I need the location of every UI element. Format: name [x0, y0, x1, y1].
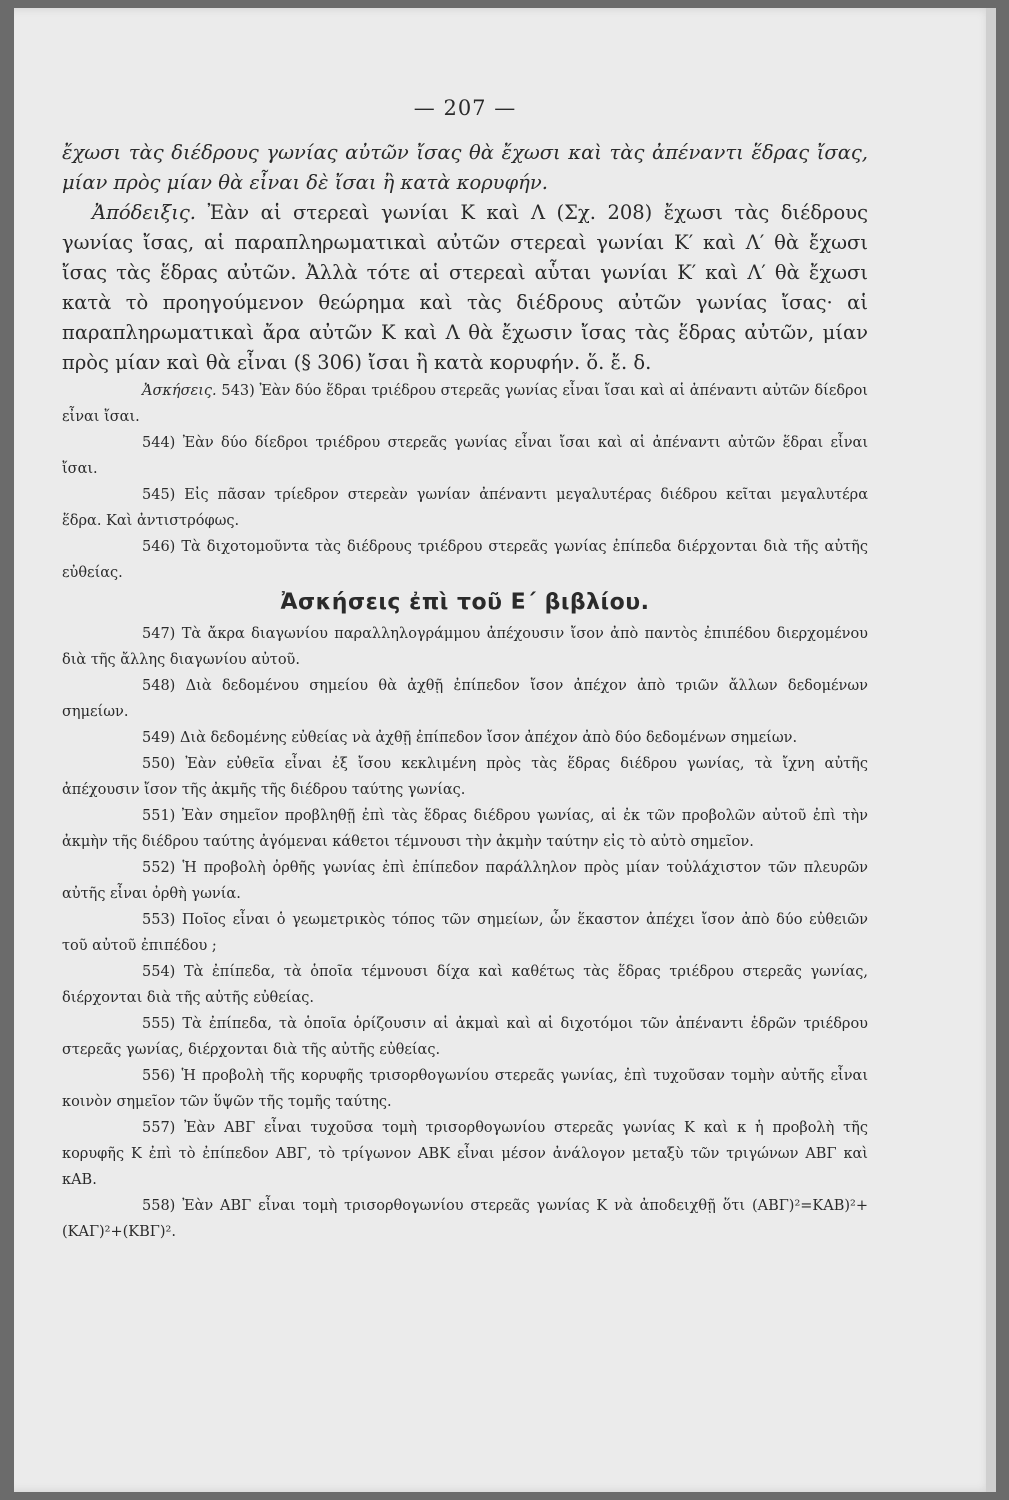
exercise-552: 552) Ἡ προβολὴ ὀρθῆς γωνίας ἐπὶ ἐπίπεδον παράλληλον πρὸς μίαν τοὐλάχιστον τῶν πλευρῶν αὐτῆς εἶναι ὀρθὴ γωνία.: [62, 860, 868, 902]
exercise-text: 543) Ἐὰν δύο ἕδραι τριέδρου στερεᾶς γωνίας εἶναι ἴσαι καὶ αἱ ἀπέναντι αὐτῶν δίεδροι εἶναι ἴσαι.: [62, 383, 868, 425]
theorem-statement: ἔχωσι τὰς διέδρους γωνίας αὐτῶν ἴσας θὰ ἔχωσι καὶ τὰς ἀπέναντι ἕδρας ἴσας, μίαν πρὸς μίαν θὰ εἶναι δὲ ἴσαι ἢ κατὰ κορυφήν.: [62, 141, 868, 194]
exercise-543: [62, 378, 868, 430]
exercise-554: 554) Τὰ ἐπίπεδα, τὰ ὁποῖα τέμνουσι δίχα καὶ καθέτως τὰς ἕδρας τριέδρου στερεᾶς γωνίας, διέρχονται διὰ τῆς αὐτῆς εὐθείας.: [62, 964, 868, 1006]
exercise-548: 548) Διὰ δεδομένου σημείου θὰ ἀχθῇ ἐπίπεδον ἴσον ἀπέχον ἀπὸ τριῶν ἄλλων δεδομένων σημείων.: [62, 678, 868, 720]
page-number: — 207 —: [413, 96, 517, 120]
exercise-549: 549) Διὰ δεδομένης εὐθείας νὰ ἀχθῇ ἐπίπεδον ἴσον ἀπέχον ἀπὸ δύο δεδομένων σημείων.: [142, 730, 798, 746]
exercise-544: 544) Ἐὰν δύο δίεδροι τριέδρου στερεᾶς γωνίας εἶναι ἴσαι καὶ αἱ ἀπέναντι αὐτῶν ἕδραι εἶναι ἴσαι.: [62, 435, 868, 477]
exercises-label: Ἀσκήσεις.: [142, 383, 217, 399]
exercise-545: 545) Εἰς πᾶσαν τρίεδρον στερεὰν γωνίαν ἀπέναντι μεγαλυτέρας διέδρου κεῖται μεγαλυτέρα ἕδρα. Καὶ ἀντιστρόφως.: [62, 487, 868, 529]
page-content: [62, 96, 868, 1245]
page-edge: [986, 8, 996, 1492]
proof-paragraph: [62, 198, 868, 378]
proof-text: Ἐὰν αἱ στερεαὶ γωνίαι Κ καὶ Λ (Σχ. 208) ἔχωσι τὰς διέδρους γωνίας ἴσας, αἱ παραπληρωματικαὶ αὐτῶν στερεαὶ γωνίαι Κ′ καὶ Λ′ θὰ ἔχωσι ἴσας τὰς ἕδρας αὐτῶν. Ἀλλὰ τότε αἱ στερεαὶ αὗται γωνίαι Κ′ καὶ Λ′ θὰ ἔχωσι κατὰ τὸ προηγούμενον θεώρημα καὶ τὰς διέδρους αὐτῶν γωνίας ἴσας· αἱ παραπληρωματικαὶ ἄρα αὐτῶν Κ καὶ Λ θὰ ἔχωσιν ἴσας τὰς ἕδρας αὐτῶν, μίαν πρὸς μίαν καὶ θὰ εἶναι (§ 306) ἴσαι ἢ κατὰ κορυφήν. ὅ. ἔ. δ.: [62, 201, 868, 374]
exercise-550: 550) Ἐὰν εὐθεῖα εἶναι ἐξ ἴσου κεκλιμένη πρὸς τὰς ἕδρας διέδρου γωνίας, τὰ ἴχνη αὐτῆς ἀπέχουσιν ἴσον τῆς ἀκμῆς τῆς διέδρου ταύτης γωνίας.: [62, 756, 868, 798]
exercise-553: 553) Ποῖος εἶναι ὁ γεωμετρικὸς τόπος τῶν σημείων, ὧν ἕκαστον ἀπέχει ἴσον ἀπὸ δύο εὐθειῶν τοῦ αὐτοῦ ἐπιπέδου ;: [62, 912, 868, 954]
exercise-558: 558) Ἐὰν ΑΒΓ εἶναι τομὴ τρισορθογωνίου στερεᾶς γωνίας Κ νὰ ἀποδειχθῇ ὅτι (ΑΒΓ)²=ΚΑΒ)²+(ΚΑΓ)²+(ΚΒΓ)².: [62, 1198, 868, 1240]
exercise-547: 547) Τὰ ἄκρα διαγωνίου παραλληλογράμμου ἀπέχουσιν ἴσον ἀπὸ παντὸς ἐπιπέδου διερχομένου διὰ τῆς ἄλλης διαγωνίου αὐτοῦ.: [62, 626, 868, 668]
exercise-556: 556) Ἡ προβολὴ τῆς κορυφῆς τρισορθογωνίου στερεᾶς γωνίας, ἐπὶ τυχοῦσαν τομὴν αὐτῆς εἶναι κοινὸν σημεῖον τῶν ὕψῶν τῆς τομῆς ταύτης.: [62, 1068, 868, 1110]
exercise-557: 557) Ἐὰν ΑΒΓ εἶναι τυχοῦσα τομὴ τρισορθογωνίου στερεᾶς γωνίας Κ καὶ κ ἡ προβολὴ τῆς κορυφῆς Κ ἐπὶ τὸ ἐπίπεδον ΑΒΓ, τὸ τρίγωνον ΑΒΚ εἶναι μέσον ἀνάλογον μεταξὺ τῶν τριγώνων ΑΒΓ καὶ κΑΒ.: [62, 1120, 868, 1188]
exercise-546: 546) Τὰ διχοτομοῦντα τὰς διέδρους τριέδρου στερεᾶς γωνίας ἐπίπεδα διέρχονται διὰ τῆς αὐτῆς εὐθείας.: [62, 539, 868, 581]
section-title: Ἀσκήσεις ἐπὶ τοῦ Ε΄ βιβλίου.: [280, 590, 650, 615]
proof-label: Ἀπόδειξις.: [92, 201, 196, 224]
book-page: [14, 8, 996, 1492]
exercise-555: 555) Τὰ ἐπίπεδα, τὰ ὁποῖα ὁρίζουσιν αἱ ἀκμαὶ καὶ αἱ διχοτόμοι τῶν ἀπέναντι ἑδρῶν τριέδρου στερεᾶς γωνίας, διέρχονται διὰ τῆς αὐτῆς εὐθείας.: [62, 1016, 868, 1058]
exercise-551: 551) Ἐὰν σημεῖον προβληθῇ ἐπὶ τὰς ἕδρας διέδρου γωνίας, αἱ ἐκ τῶν προβολῶν αὐτοῦ ἐπὶ τὴν ἀκμὴν τῆς διέδρου ταύτης ἀγόμεναι κάθετοι τέμνουσι τὴν ἀκμὴν ταύτην εἰς τὸ αὐτὸ σημεῖον.: [62, 808, 868, 850]
